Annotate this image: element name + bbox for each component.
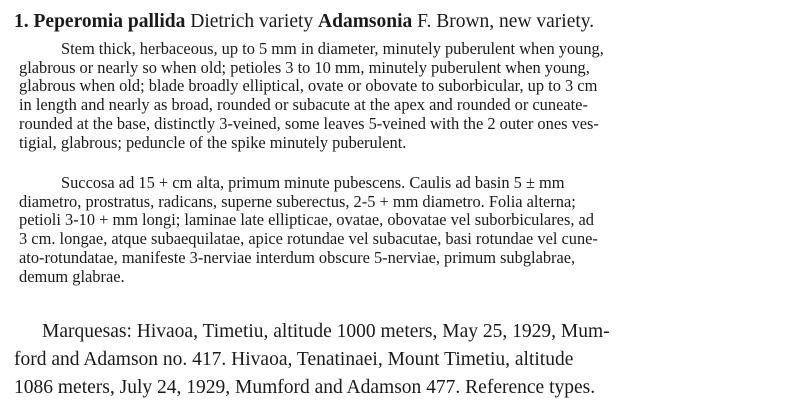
description-line: glabrous or nearly so when old; petioles 3 to 10 mm, minutely puberulent when young, <box>19 57 590 77</box>
species-name: Peperomia pallida <box>33 11 186 32</box>
description-line: in length and nearly as broad, rounded or subacute at the apex and rounded or cuneate- <box>19 95 588 115</box>
description-line: rounded at the base, distinctly 3-veined, some leaves 5-veined with the 2 outer ones ves- <box>19 113 599 133</box>
description-line: tigial, glabrous; peduncle of the spike minutely puberulent. <box>19 132 407 152</box>
description-line: Stem thick, herbaceous, up to 5 mm in diameter, minutely puberulent when young, <box>61 39 604 58</box>
entry-number: 1. <box>14 11 29 32</box>
latin-line: Succosa ad 15 + cm alta, primum minute pubescens. Caulis ad basin 5 ± mm <box>61 173 565 192</box>
description-line: glabrous when old; blade broadly elliptical, ovate or obovate to suborbicular, up to 3 cm <box>19 76 598 96</box>
english-description <box>19 40 779 152</box>
latin-line: 3 cm. longae, atque subaequilatae, apice rotundae vel subacutae, basi rotundae vel cune- <box>19 229 598 249</box>
locality-line: 1086 meters, July 24, 1929, Mumford and Adamson 477. Reference types. <box>14 377 596 398</box>
variety-name: Adamsonia <box>318 11 413 32</box>
variety-author: F. Brown, new variety. <box>417 11 595 32</box>
latin-line: diametro, prostratus, radicans, superne suberectus, 2-5 + mm diametro. Folia alterna; <box>19 191 576 211</box>
latin-line: ato-rotundatae, manifeste 3-nerviae interdum obscure 5-nerviae, primum subglabrae, <box>19 247 576 267</box>
species-author: Dietrich variety <box>190 11 314 32</box>
locality-line: Marquesas: Hivaoa, Timetiu, altitude 1000 meters, May 25, 1929, Mum- <box>42 321 610 342</box>
latin-diagnosis <box>19 174 779 286</box>
latin-line: demum glabrae. <box>19 266 125 286</box>
specimen-localities <box>14 318 782 402</box>
locality-line: ford and Adamson no. 417. Hivaoa, Tenatinaei, Mount Timetiu, altitude <box>14 349 574 370</box>
latin-line: petioli 3-10 + mm longi; laminae late ellipticae, ovatae, obovatae vel suborbiculares, ad <box>19 210 594 230</box>
species-heading <box>14 10 794 34</box>
